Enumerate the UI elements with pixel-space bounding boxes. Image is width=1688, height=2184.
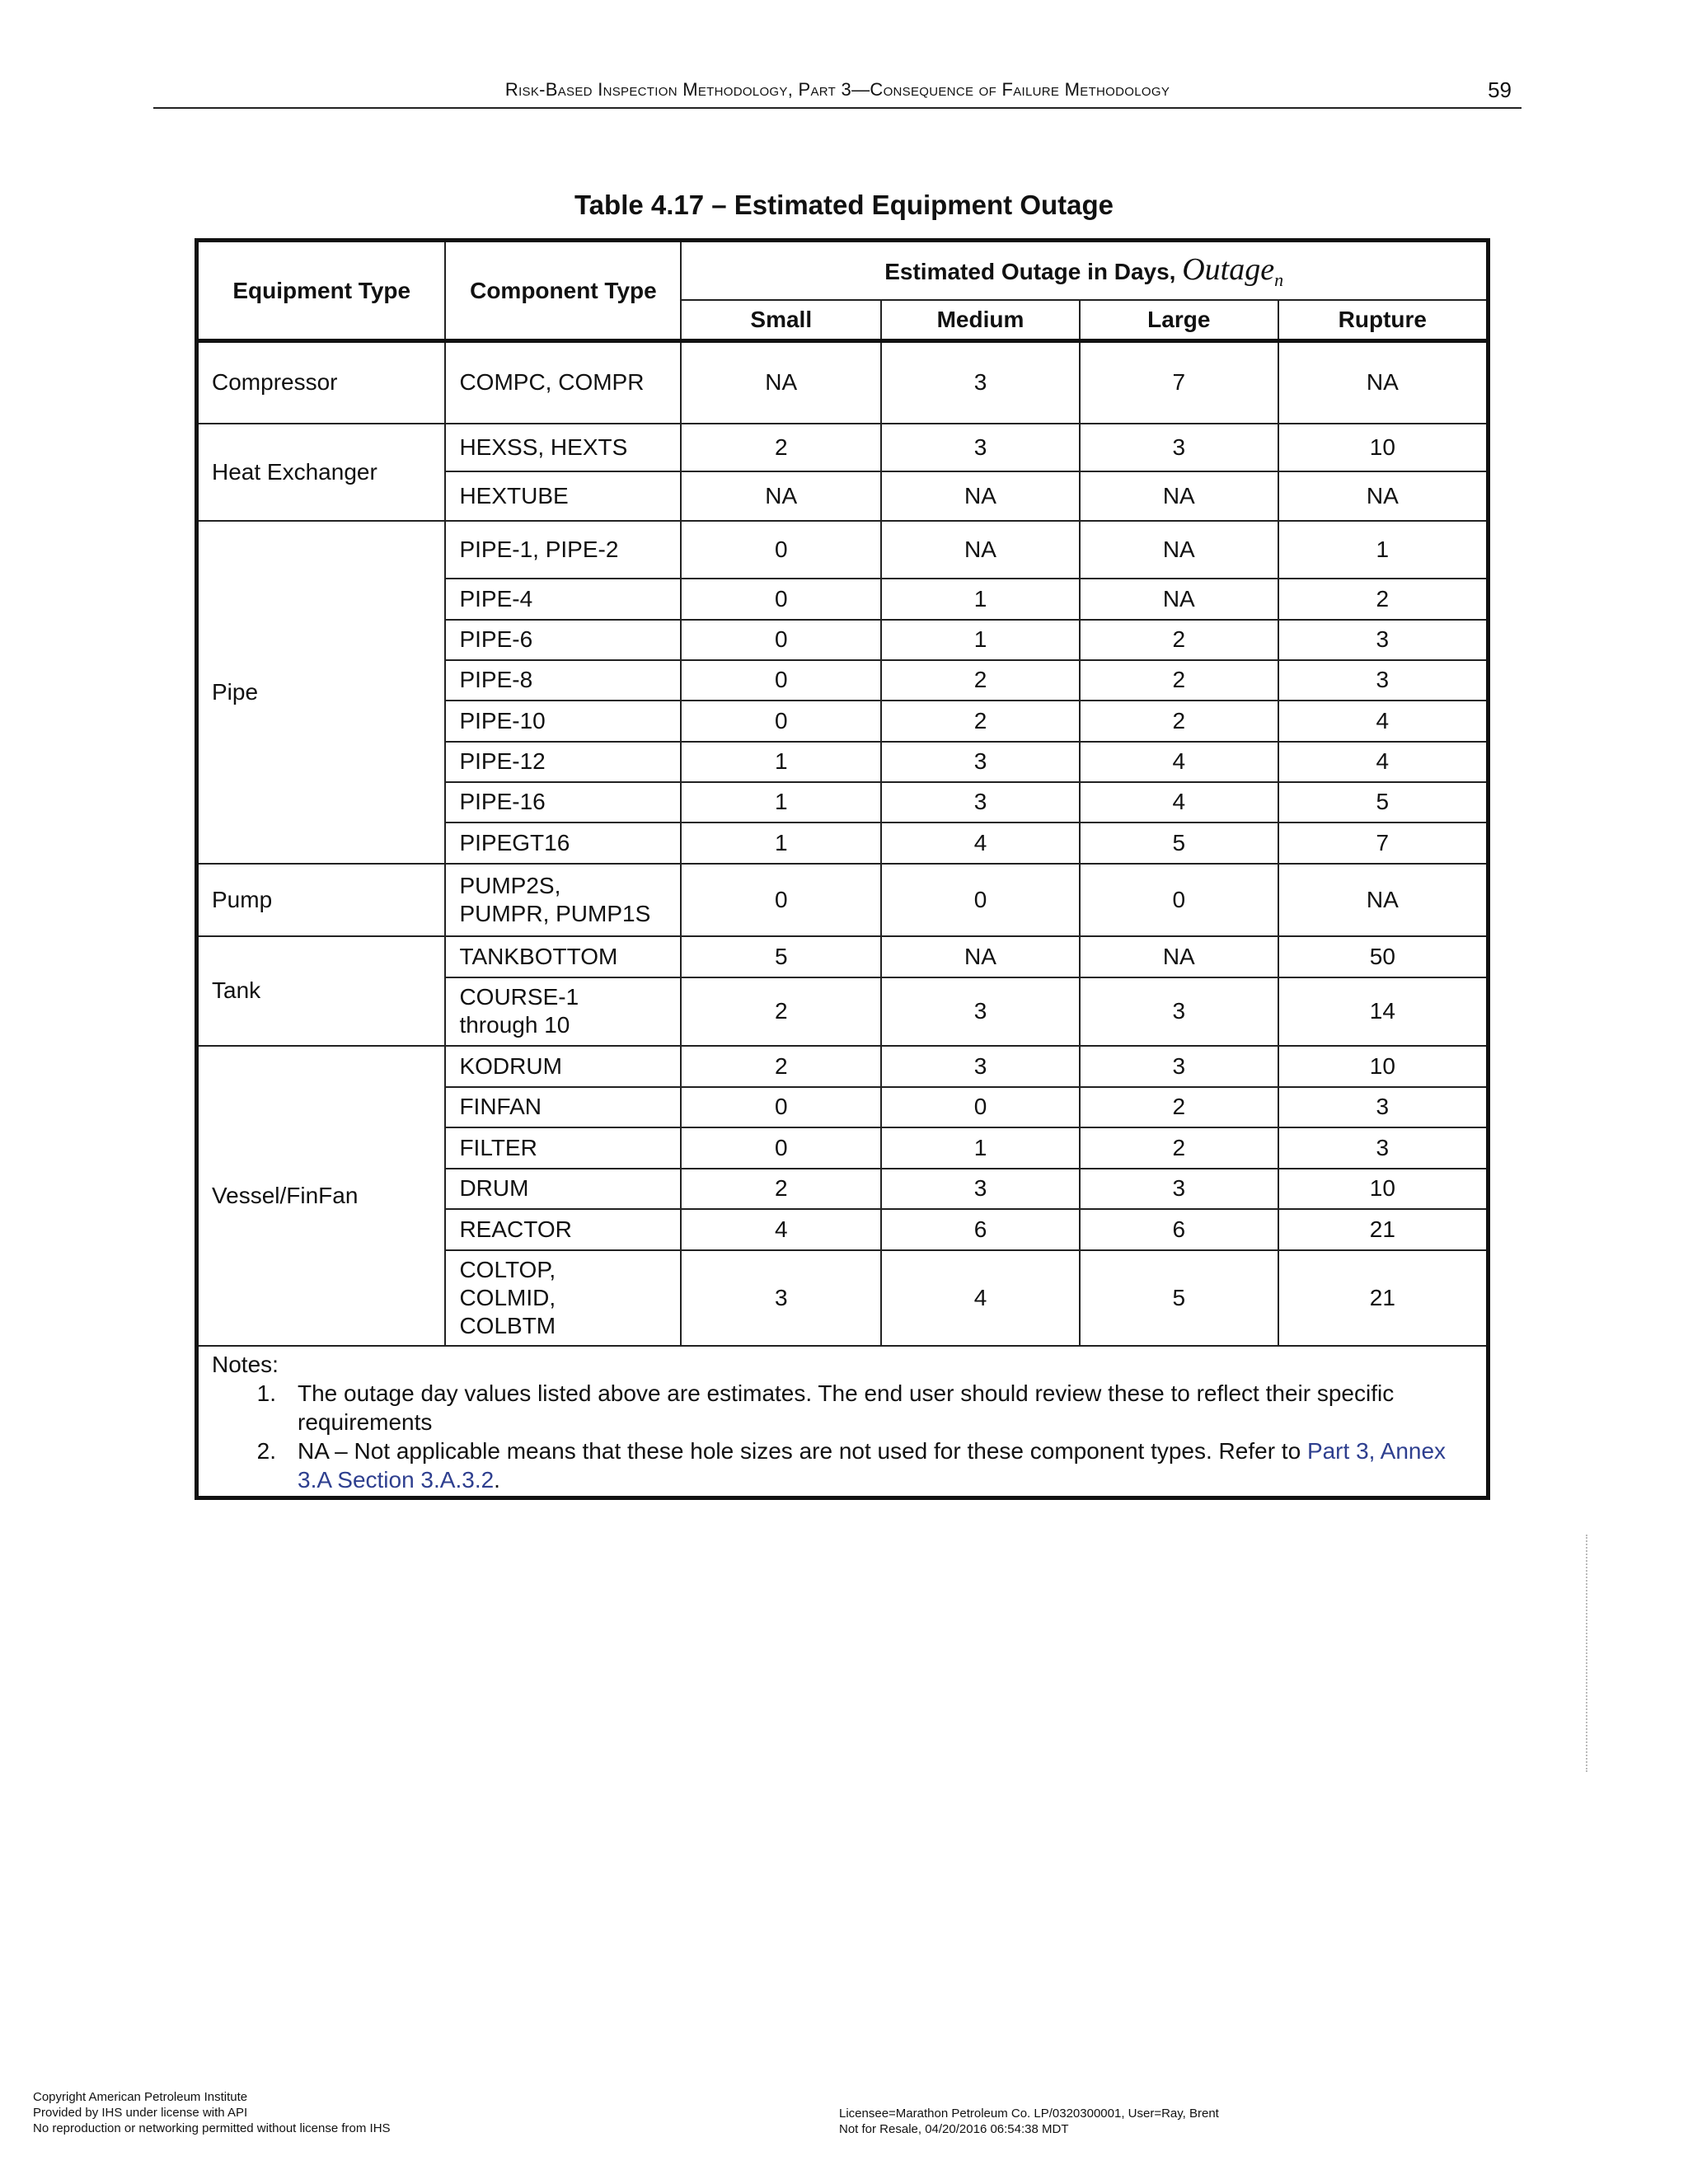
component-type-cell: PIPE-12 [445,742,681,782]
outage-table-body [197,341,1489,1346]
outage-rupture-cell: 10 [1278,1046,1489,1087]
outage-large-cell: NA [1080,579,1278,620]
outage-medium-cell: 3 [881,424,1080,471]
header-outage-group-label: Estimated Outage in Days, [884,258,1176,284]
equipment-type-cell: Vessel/FinFan [197,1046,446,1346]
outage-small-cell: 0 [681,864,881,936]
outage-rupture-cell: 7 [1278,823,1489,864]
outage-medium-cell: NA [881,936,1080,977]
header-outage-group [681,241,1488,301]
component-type-cell: REACTOR [445,1209,681,1250]
outage-small-cell: 5 [681,936,881,977]
outage-rupture-cell: 10 [1278,424,1489,471]
running-header [153,79,1522,109]
outage-small-cell: 2 [681,1046,881,1087]
outage-large-cell: 2 [1080,1087,1278,1127]
outage-large-cell: 3 [1080,977,1278,1046]
outage-medium-cell: 1 [881,620,1080,660]
outage-small-cell: 2 [681,1169,881,1209]
table-row [197,341,1489,424]
outage-small-cell: 0 [681,521,881,579]
running-header-title: Risk-Based Inspection Methodology, Part 3—Consequence of Failure Methodology [504,79,1170,100]
table-row [197,864,1489,936]
component-type-cell: FINFAN [445,1087,681,1127]
outage-rupture-cell: 21 [1278,1250,1489,1346]
outage-small-cell: 4 [681,1209,881,1250]
footer-line: Licensee=Marathon Petroleum Co. LP/0320300001, User=Ray, Brent [839,2107,1219,2121]
outage-small-cell: 0 [681,1127,881,1169]
table-title: Table 4.17 – Estimated Equipment Outage [574,190,1114,220]
outage-medium-cell: 2 [881,701,1080,742]
component-type-cell: PIPEGT16 [445,823,681,864]
component-type-cell: COLTOP, COLMID, COLBTM [445,1250,681,1346]
footer-line: No reproduction or networking permitted without license from IHS [33,2121,391,2135]
outage-large-cell: 7 [1080,341,1278,424]
outage-large-cell: 2 [1080,660,1278,701]
component-type-cell: HEXSS, HEXTS [445,424,681,471]
outage-rupture-cell: NA [1278,864,1489,936]
outage-large-cell: 3 [1080,1046,1278,1087]
header-small: Small [681,300,881,341]
outage-large-cell: NA [1080,471,1278,521]
note-text [298,1379,1473,1436]
outage-rupture-cell: 10 [1278,1169,1489,1209]
equipment-type-cell: Pipe [197,521,446,864]
outage-small-cell: 2 [681,424,881,471]
equipment-type-cell: Pump [197,864,446,936]
outage-large-cell: 3 [1080,424,1278,471]
note-body: The outage day values listed above are estimates. The end user should review these to reflect their specific requirements [298,1380,1395,1435]
outage-medium-cell: 3 [881,742,1080,782]
note-text [298,1436,1473,1494]
outage-large-cell: NA [1080,936,1278,977]
component-type-cell: PIPE-10 [445,701,681,742]
cross-reference-link[interactable]: Part 3, Annex 3.A Section 3.A.3.2 [298,1437,1447,1493]
component-type-cell: PIPE-8 [445,660,681,701]
outage-large-cell: 6 [1080,1209,1278,1250]
margin-dotted-mark [1586,1535,1589,1772]
note-item-1 [212,1379,1473,1436]
outage-table-container [195,238,1490,1500]
outage-rupture-cell: 3 [1278,660,1489,701]
component-type-cell: KODRUM [445,1046,681,1087]
outage-medium-cell: 4 [881,823,1080,864]
outage-rupture-cell: 4 [1278,742,1489,782]
outage-small-cell: NA [681,471,881,521]
footer-line: Provided by IHS under license with API [33,2106,248,2120]
outage-rupture-cell: 1 [1278,521,1489,579]
header-large: Large [1080,300,1278,341]
outage-large-cell: 4 [1080,742,1278,782]
footer-copyright [33,2089,391,2136]
outage-rupture-cell: 50 [1278,936,1489,977]
outage-symbol: Outage [1182,251,1275,287]
outage-medium-cell: 1 [881,1127,1080,1169]
outage-medium-cell: 3 [881,341,1080,424]
outage-small-cell: 0 [681,1087,881,1127]
outage-medium-cell: 3 [881,977,1080,1046]
outage-medium-cell: 3 [881,1046,1080,1087]
component-type-cell: TANKBOTTOM [445,936,681,977]
header-medium: Medium [881,300,1080,341]
outage-large-cell: 2 [1080,1127,1278,1169]
outage-large-cell: 2 [1080,620,1278,660]
outage-rupture-cell: 3 [1278,620,1489,660]
outage-large-cell: 5 [1080,823,1278,864]
component-type-cell: COURSE-1 through 10 [445,977,681,1046]
page-number: 59 [1488,77,1512,102]
outage-table [195,238,1490,1500]
outage-small-cell: 0 [681,701,881,742]
outage-small-cell: NA [681,341,881,424]
outage-rupture-cell: 4 [1278,701,1489,742]
component-type-cell: HEXTUBE [445,471,681,521]
component-type-cell: PUMP2S, PUMPR, PUMP1S [445,864,681,936]
table-row [197,521,1489,579]
component-type-cell: PIPE-6 [445,620,681,660]
equipment-type-cell: Tank [197,936,446,1046]
outage-small-cell: 1 [681,742,881,782]
component-type-cell: PIPE-16 [445,782,681,823]
outage-medium-cell: NA [881,471,1080,521]
outage-medium-cell: 3 [881,782,1080,823]
outage-medium-cell: 0 [881,1087,1080,1127]
outage-rupture-cell: 2 [1278,579,1489,620]
equipment-type-cell: Heat Exchanger [197,424,446,521]
header-equipment-type: Equipment Type [197,241,446,341]
outage-small-cell: 0 [681,660,881,701]
outage-rupture-cell: NA [1278,471,1489,521]
footer-line: Copyright American Petroleum Institute [33,2090,248,2104]
table-row [197,424,1489,471]
component-type-cell: PIPE-4 [445,579,681,620]
outage-small-cell: 1 [681,823,881,864]
notes-heading: Notes: [212,1351,279,1377]
note-number: 1. [256,1380,276,1406]
outage-large-cell: 0 [1080,864,1278,936]
component-type-cell: PIPE-1, PIPE-2 [445,521,681,579]
note-number: 2. [256,1437,276,1464]
outage-medium-cell: 4 [881,1250,1080,1346]
outage-medium-cell: 0 [881,864,1080,936]
table-row [197,1046,1489,1087]
outage-large-cell: 5 [1080,1250,1278,1346]
outage-rupture-cell: 5 [1278,782,1489,823]
component-type-cell: DRUM [445,1169,681,1209]
outage-medium-cell: 1 [881,579,1080,620]
equipment-type-cell: Compressor [197,341,446,424]
outage-large-cell: 4 [1080,782,1278,823]
notes-section [197,1346,1489,1498]
note-end: . [494,1466,500,1493]
outage-small-cell: 3 [681,1250,881,1346]
footer-license [839,2106,1219,2137]
outage-subscript: n [1274,269,1284,290]
footer-line: Not for Resale, 04/20/2016 06:54:38 MDT [839,2122,1069,2136]
note-body: NA – Not applicable means that these hole sizes are not used for these component types. Refer to [298,1437,1307,1464]
outage-small-cell: 0 [681,620,881,660]
outage-small-cell: 1 [681,782,881,823]
outage-medium-cell: 6 [881,1209,1080,1250]
component-type-cell: COMPC, COMPR [445,341,681,424]
outage-large-cell: NA [1080,521,1278,579]
outage-rupture-cell: 21 [1278,1209,1489,1250]
outage-medium-cell: 3 [881,1169,1080,1209]
outage-rupture-cell: 14 [1278,977,1489,1046]
header-component-type: Component Type [445,241,681,341]
outage-medium-cell: 2 [881,660,1080,701]
outage-rupture-cell: NA [1278,341,1489,424]
outage-large-cell: 3 [1080,1169,1278,1209]
header-rupture: Rupture [1278,300,1489,341]
component-type-cell: FILTER [445,1127,681,1169]
outage-small-cell: 0 [681,579,881,620]
outage-large-cell: 2 [1080,701,1278,742]
outage-medium-cell: NA [881,521,1080,579]
outage-rupture-cell: 3 [1278,1087,1489,1127]
outage-small-cell: 2 [681,977,881,1046]
outage-rupture-cell: 3 [1278,1127,1489,1169]
note-item-2 [212,1436,1473,1494]
table-row [197,936,1489,977]
